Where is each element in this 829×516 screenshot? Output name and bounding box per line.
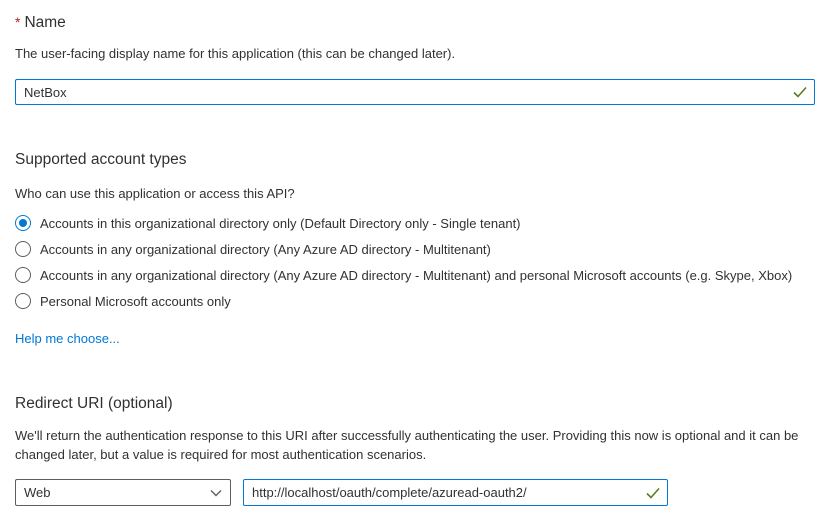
radio-option-1[interactable] <box>15 236 815 262</box>
name-field-wrap <box>15 79 815 105</box>
radio-icon <box>15 293 31 309</box>
radio-option-3[interactable] <box>15 288 815 314</box>
radio-icon <box>15 267 31 283</box>
platform-select[interactable] <box>15 479 231 506</box>
account-types-radio-group <box>15 210 815 314</box>
name-description: The user-facing display name for this application (this can be changed later). <box>15 46 456 61</box>
radio-option-label: Accounts in this organizational directory only (Default Directory only - Single tenant) <box>40 215 521 231</box>
account-types-question: Who can use this application or access this API? <box>15 186 295 201</box>
name-label: Name <box>24 14 66 31</box>
radio-icon <box>15 215 31 231</box>
chevron-down-icon <box>210 489 222 497</box>
radio-option-0[interactable] <box>15 210 815 236</box>
redirect-uri-field-wrap <box>243 479 668 506</box>
redirect-uri-title: Redirect URI (optional) <box>15 395 173 412</box>
platform-select-value: Web <box>24 485 51 500</box>
redirect-uri-description: We'll return the authentication response to this URI after successfully authenticating the user. Providing this now is optional and it can be changed later, but a value is required for most authentication scenarios. <box>15 428 799 462</box>
radio-icon <box>15 241 31 257</box>
section-spacer <box>15 105 815 150</box>
radio-option-label: Personal Microsoft accounts only <box>40 293 231 309</box>
account-types-title: Supported account types <box>15 151 187 168</box>
required-marker: * <box>15 14 21 30</box>
radio-option-label: Accounts in any organizational directory (Any Azure AD directory - Multitenant) <box>40 241 491 257</box>
checkmark-icon <box>793 86 807 98</box>
redirect-uri-row <box>15 479 815 506</box>
radio-option-label: Accounts in any organizational directory (Any Azure AD directory - Multitenant) and personal Microsoft accounts (e.g. Skype, Xbox) <box>40 267 793 283</box>
redirect-uri-input[interactable] <box>243 479 668 506</box>
name-section-title <box>15 12 815 33</box>
help-me-choose-link[interactable]: Help me choose... <box>15 331 120 346</box>
name-input[interactable] <box>15 79 815 105</box>
checkmark-icon <box>646 487 660 499</box>
radio-option-2[interactable] <box>15 262 815 288</box>
